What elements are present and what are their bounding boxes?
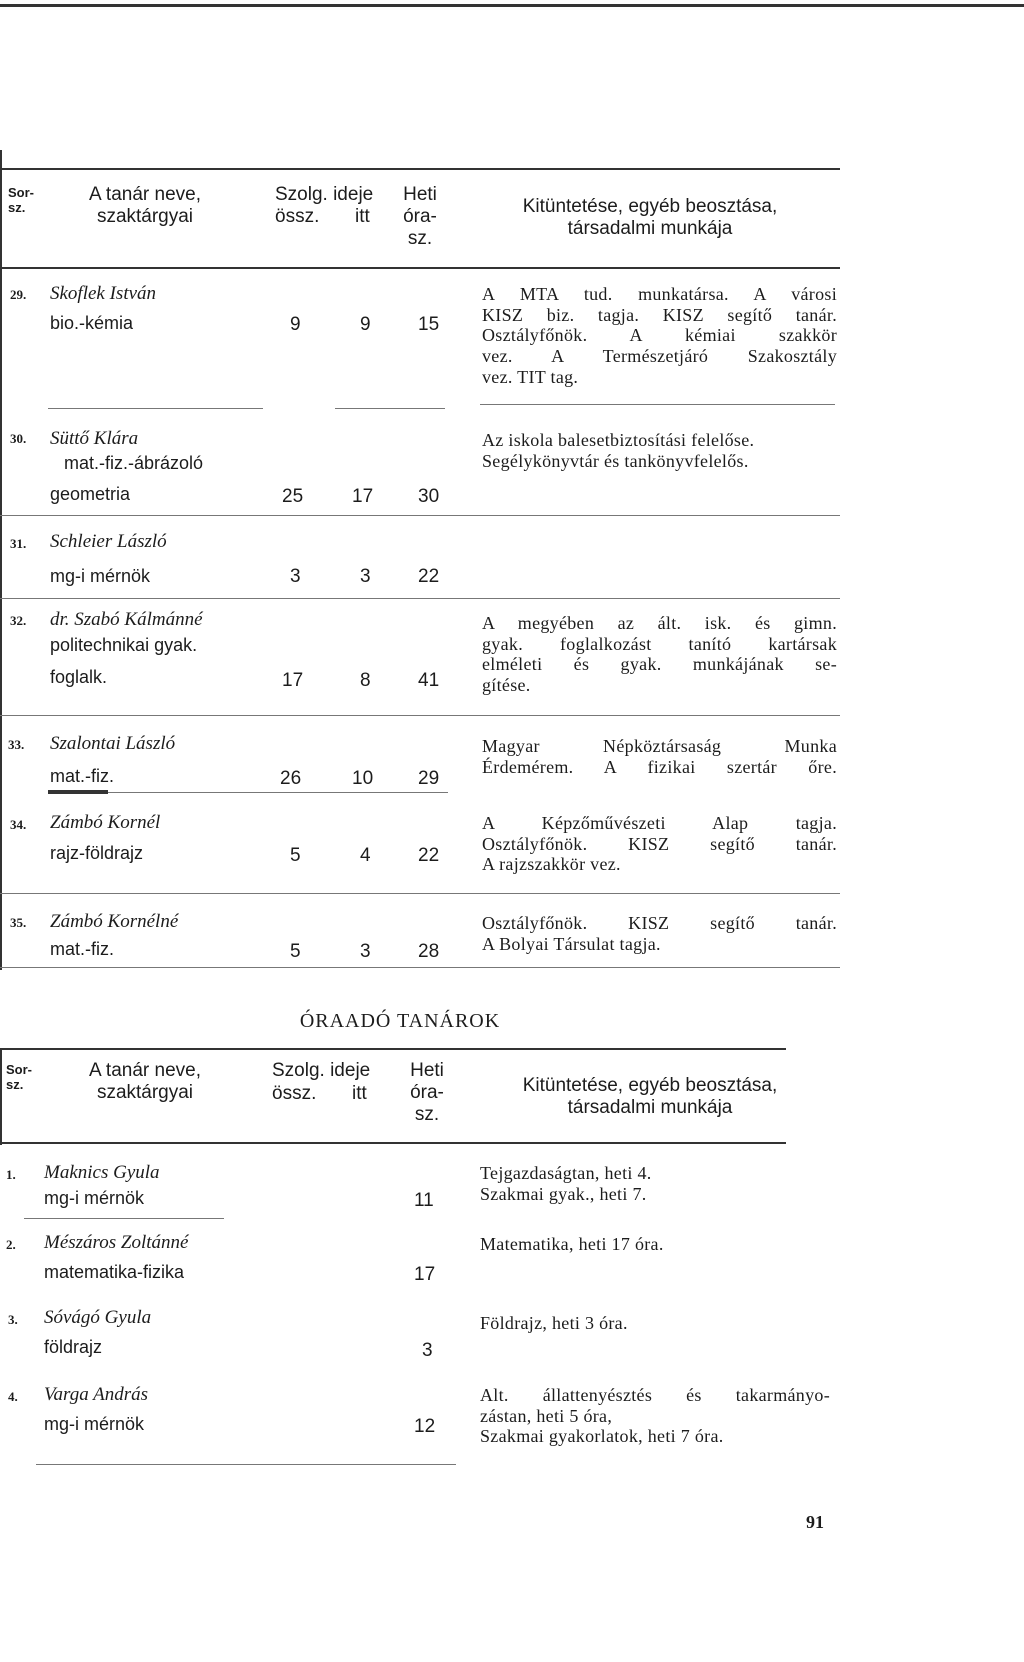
- header-name: [60, 1060, 230, 1104]
- notes: [482, 284, 837, 387]
- header-nr: [8, 186, 34, 216]
- table1-top-rule: [0, 168, 840, 170]
- note-line: Érdemérem. A fizikai szertár őre.: [482, 756, 837, 777]
- row-nr: 34.: [10, 817, 27, 832]
- teacher-subject: mat.-fiz.: [50, 939, 115, 959]
- page-number: 91: [806, 1512, 824, 1532]
- page-top-border: [0, 4, 1024, 7]
- notes: [482, 813, 837, 875]
- header-weekly-line2: óra-: [410, 1081, 444, 1103]
- note-line: A Bolyai Társulat tagja.: [482, 933, 661, 954]
- header-service: Szolg. ideje: [275, 184, 374, 205]
- notes: [482, 913, 837, 954]
- note-line: A Képzőművészeti Alap tagja.: [482, 813, 837, 833]
- note-line: zástan, heti 5 óra,: [480, 1405, 613, 1426]
- teacher-name: Schleier László: [50, 531, 167, 552]
- weekly-hours: 29: [418, 768, 440, 789]
- note-line: Szakmai gyakorlatok, heti 7 óra.: [480, 1426, 724, 1447]
- note-line: Magyar Népköztársaság Munka: [482, 736, 837, 756]
- teacher-name: Mészáros Zoltánné: [44, 1232, 189, 1253]
- service-total: 9: [290, 314, 301, 335]
- header-notes: [480, 1075, 820, 1119]
- teacher-name: Zámbó Kornél: [50, 812, 161, 833]
- teacher-name: Szalontai László: [50, 733, 176, 754]
- teacher-subject: mg-i mérnök: [50, 566, 151, 586]
- header-weekly-line1: Heti: [403, 184, 437, 205]
- table2-bottom-rule: [36, 1464, 456, 1465]
- notes: [482, 430, 754, 471]
- row-rule: [48, 790, 108, 794]
- notes: [482, 736, 837, 777]
- header-name-line2: szaktárgyai: [96, 205, 194, 227]
- row-nr: 1.: [6, 1167, 16, 1182]
- header-nr: [6, 1063, 32, 1093]
- table1-bottom-rule: [0, 967, 840, 968]
- service-total: 3: [290, 566, 301, 587]
- row-nr: 32.: [10, 613, 27, 628]
- row-nr: 29.: [10, 287, 27, 302]
- note-line: Tejgazdaságtan, heti 4.: [480, 1163, 652, 1183]
- header-nr-line2: sz.: [6, 1076, 24, 1092]
- teacher-subject: politechnikai gyak.: [50, 635, 198, 655]
- note-line: Matematika, heti 17 óra.: [480, 1234, 664, 1254]
- weekly-hours: 22: [418, 845, 440, 866]
- teacher-name: Zámbó Kornélné: [50, 911, 179, 932]
- left-margin-rule: [0, 150, 2, 970]
- service-total: 5: [290, 845, 301, 866]
- note-line: vez. TIT tag.: [482, 366, 579, 387]
- weekly-hours: 11: [414, 1190, 434, 1211]
- row-nr: 30.: [10, 431, 27, 446]
- header-name: [60, 184, 230, 228]
- row-rule: [480, 404, 835, 405]
- row-nr: 35.: [10, 915, 27, 930]
- note-line: gyak. foglalkozást tanító kartársak: [482, 633, 837, 654]
- note-line: Segélykönyvtár és tankönyvfelelős.: [482, 450, 749, 471]
- header-notes-line2: társadalmi munkája: [567, 1096, 733, 1118]
- row-nr: 2.: [6, 1237, 16, 1252]
- table1-header-rule: [0, 267, 840, 269]
- note-line: Osztályfőnök. KISZ segítő tanár.: [482, 833, 837, 854]
- row-rule: [0, 598, 840, 599]
- note-line: A rajzszakkör vez.: [482, 854, 621, 875]
- service-total: 26: [280, 768, 302, 789]
- note-line: gítése.: [482, 675, 531, 696]
- note-line: KISZ biz. tagja. KISZ segítő tanár.: [482, 304, 837, 325]
- teacher-name: Süttő Klára: [50, 428, 139, 449]
- note-line: Osztályfőnök. A kémiai szakkör: [482, 325, 837, 346]
- teacher-name: Maknics Gyula: [44, 1162, 160, 1183]
- weekly-hours: 22: [418, 566, 440, 587]
- service-here: 9: [360, 314, 371, 335]
- teacher-subject: földrajz: [44, 1337, 103, 1357]
- teacher-name: dr. Szabó Kálmánné: [50, 609, 203, 630]
- header-nr-line1: Sor-: [6, 1062, 32, 1077]
- weekly-hours: 41: [418, 670, 440, 691]
- row-rule: [0, 515, 840, 516]
- header-name-line1: A tanár neve,: [89, 184, 201, 205]
- service-here: 4: [360, 845, 371, 866]
- row-rule: [0, 715, 840, 716]
- row-nr: 3.: [8, 1312, 18, 1327]
- row-nr: 33.: [8, 737, 25, 752]
- header-nr-line2: sz.: [8, 199, 26, 215]
- teacher-subject: mat.-fiz.: [50, 766, 115, 786]
- weekly-hours: 12: [414, 1416, 436, 1437]
- notes: [482, 613, 837, 696]
- header-service-here: itt: [355, 206, 370, 227]
- service-here: 8: [360, 670, 371, 691]
- note-line: A megyében az ált. isk. és gimn.: [482, 613, 837, 633]
- row-rule: [24, 1218, 224, 1219]
- note-line: Szakmai gyak., heti 7.: [480, 1183, 647, 1204]
- note-line: Osztályfőnök. KISZ segítő tanár.: [482, 913, 837, 933]
- teacher-subject: matematika-fizika: [44, 1262, 185, 1282]
- teacher-name: Sóvágó Gyula: [44, 1307, 152, 1328]
- notes: [480, 1163, 652, 1204]
- table2-top-rule: [0, 1048, 786, 1050]
- notes: [480, 1313, 628, 1334]
- note-line: Az iskola balesetbiztosítási felelőse.: [482, 430, 755, 450]
- header-service-total: össz.: [275, 206, 320, 227]
- table2-left-rule: [0, 1050, 2, 1145]
- service-total: 5: [290, 941, 301, 962]
- header-service-total: össz.: [272, 1083, 317, 1104]
- teacher-subject: bio.-kémia: [50, 313, 134, 333]
- header-notes: [480, 196, 820, 240]
- service-here: 3: [360, 566, 371, 587]
- note-line: A MTA tud. munkatársa. A városi: [482, 284, 837, 304]
- header-weekly-line3: sz.: [414, 1103, 440, 1125]
- row-nr: 31.: [10, 536, 27, 551]
- service-total: 17: [282, 670, 304, 691]
- teacher-name: Skoflek István: [50, 283, 157, 304]
- header-nr-line1: Sor-: [8, 185, 34, 200]
- header-weekly-line2: óra-: [403, 205, 437, 227]
- service-here: 10: [352, 768, 374, 789]
- teacher-subject: geometria: [50, 484, 131, 504]
- weekly-hours: 30: [418, 486, 440, 507]
- weekly-hours: 17: [414, 1264, 436, 1285]
- note-line: vez. A Természetjáró Szakosztály: [482, 346, 837, 367]
- table2-header-rule: [0, 1142, 786, 1144]
- teacher-subject: mg-i mérnök: [44, 1188, 145, 1208]
- teacher-subject: foglalk.: [50, 667, 108, 687]
- row-nr: 4.: [8, 1389, 18, 1404]
- note-line: elméleti és gyak. munkájának se-: [482, 654, 837, 675]
- header-notes-line1: Kitüntetése, egyéb beosztása,: [522, 1075, 778, 1096]
- teacher-subject: mat.-fiz.-ábrázoló: [64, 453, 204, 473]
- header-weekly-line1: Heti: [410, 1060, 444, 1081]
- weekly-hours: 28: [418, 941, 440, 962]
- teacher-subject: rajz-földrajz: [50, 843, 144, 863]
- note-line: Földrajz, heti 3 óra.: [480, 1313, 628, 1333]
- note-line: Alt. állattenyésztés és takarmányo-: [480, 1385, 830, 1405]
- header-name-line1: A tanár neve,: [89, 1060, 201, 1081]
- service-total: 25: [282, 486, 304, 507]
- header-notes-line2: társadalmi munkája: [567, 217, 733, 239]
- header-weekly-line3: sz.: [407, 227, 433, 249]
- row-rule: [0, 893, 840, 894]
- header-service: Szolg. ideje: [272, 1060, 371, 1081]
- teacher-subject: mg-i mérnök: [44, 1414, 145, 1434]
- row-rule: [48, 408, 263, 409]
- section-title: ÓRAADÓ TANÁROK: [299, 1010, 501, 1032]
- header-name-line2: szaktárgyai: [96, 1081, 194, 1103]
- row-rule: [335, 408, 445, 409]
- weekly-hours: 3: [422, 1340, 433, 1361]
- notes: [480, 1385, 830, 1447]
- header-service-here: itt: [352, 1083, 367, 1104]
- teacher-name: Varga András: [44, 1384, 148, 1405]
- header-weekly: [402, 1060, 452, 1126]
- service-here: 3: [360, 941, 371, 962]
- header-weekly: [395, 184, 445, 250]
- service-here: 17: [352, 486, 374, 507]
- notes: [480, 1234, 664, 1255]
- row-rule: [108, 792, 448, 793]
- weekly-hours: 15: [418, 314, 440, 335]
- header-notes-line1: Kitüntetése, egyéb beosztása,: [522, 196, 778, 217]
